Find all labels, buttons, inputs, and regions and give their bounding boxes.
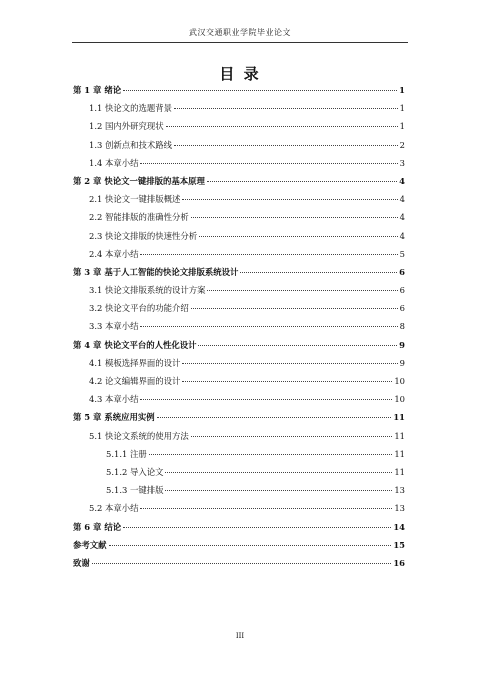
toc-entry-label: 3.1 快论文排版系统的设计方案	[89, 285, 206, 296]
dot-leader	[123, 527, 391, 528]
toc-section-entry[interactable]	[73, 430, 405, 448]
dot-leader	[149, 454, 393, 455]
toc-entry-label: 第 6 章 结论	[73, 521, 122, 532]
toc-entry-label: 4.2 论文编辑界面的设计	[89, 376, 181, 386]
toc-entry-page: 11	[394, 466, 405, 477]
toc-entry-page: 4	[399, 175, 405, 186]
toc-section-entry[interactable]	[73, 466, 405, 484]
toc-entry-label: 第 1 章 绪论	[73, 85, 122, 95]
toc-entry-page: 11	[393, 412, 405, 423]
dot-leader	[165, 490, 392, 491]
toc-entry-label: 第 5 章 系统应用实例	[73, 412, 155, 423]
toc-entry-label: 1.2 国内外研究现状	[89, 121, 164, 132]
dot-leader	[123, 90, 397, 91]
dot-leader	[140, 254, 397, 255]
toc-section-entry[interactable]	[73, 248, 405, 266]
toc-section-entry[interactable]	[73, 375, 405, 393]
dot-leader	[174, 145, 398, 146]
toc-entry-page: 15	[393, 539, 405, 550]
toc-entry-label: 5.1 快论文系统的使用方法	[89, 430, 189, 441]
toc-entry-page: 4	[399, 212, 405, 223]
toc-section-entry[interactable]	[73, 211, 405, 229]
toc-entry-page: 6	[399, 266, 405, 277]
dot-leader	[182, 363, 397, 364]
toc-section-entry[interactable]	[73, 157, 405, 175]
dot-leader	[165, 472, 392, 473]
toc-entry-label: 致谢	[73, 557, 90, 568]
dot-leader	[174, 108, 398, 109]
page-number: III	[235, 632, 245, 640]
dot-leader	[109, 545, 392, 546]
toc-entry-label: 5.1.1 注册	[106, 448, 147, 459]
toc-entry-label: 3.3 本章小结	[89, 321, 139, 332]
toc-section-entry[interactable]	[73, 139, 405, 157]
dot-leader	[198, 345, 397, 346]
toc-entry-label: 4.3 本章小结	[89, 394, 139, 405]
toc-section-entry[interactable]	[73, 357, 405, 375]
toc-section-entry[interactable]	[73, 120, 405, 138]
toc-entry-label: 第 4 章 快论文平台的人性化设计	[73, 339, 197, 350]
dot-leader	[240, 272, 397, 273]
dot-leader	[140, 163, 397, 164]
toc-entry-label: 5.1.2 导入论文	[106, 466, 164, 477]
toc-section-entry[interactable]	[73, 320, 405, 338]
toc-entry-page: 11	[394, 430, 405, 441]
dot-leader	[191, 436, 393, 437]
toc-section-entry[interactable]	[73, 448, 405, 466]
running-header: 武汉交通职业学院毕业论文	[189, 28, 291, 37]
toc-entry-label: 参考文献	[73, 539, 107, 550]
toc-chapter-entry[interactable]	[73, 84, 405, 102]
dot-leader	[191, 217, 398, 218]
toc-entry-page: 9	[399, 357, 405, 368]
toc-section-entry[interactable]	[73, 193, 405, 211]
toc-entry-page: 2	[399, 139, 405, 150]
toc-entry-page: 1	[399, 85, 405, 95]
dot-leader	[140, 399, 392, 400]
toc-section-entry[interactable]	[73, 502, 405, 520]
toc-section-entry[interactable]	[73, 484, 405, 502]
toc-entry-label: 5.1.3 一键排版	[106, 485, 164, 496]
toc-entry-page: 13	[394, 485, 405, 496]
toc-entry-page: 10	[394, 394, 405, 405]
toc-chapter-entry[interactable]	[73, 175, 405, 193]
toc-entry-label: 第 2 章 快论文一键排版的基本原理	[73, 175, 205, 186]
toc-section-entry[interactable]	[73, 393, 405, 411]
toc-entry-page: 6	[399, 303, 405, 314]
toc-chapter-entry[interactable]	[73, 339, 405, 357]
toc-entry-page: 9	[399, 339, 405, 350]
dot-leader	[166, 126, 398, 127]
table-of-contents	[73, 84, 405, 575]
toc-entry-page: 10	[394, 376, 405, 386]
toc-chapter-entry[interactable]	[73, 411, 405, 429]
dot-leader	[207, 181, 397, 182]
toc-entry-label: 3.2 快论文平台的功能介绍	[89, 303, 189, 314]
dot-leader	[207, 290, 397, 291]
toc-title: 目 录	[219, 65, 261, 83]
header-rule	[72, 42, 408, 43]
toc-entry-page: 16	[393, 557, 405, 568]
toc-entry-label: 2.4 本章小结	[89, 248, 139, 259]
dot-leader	[182, 199, 397, 200]
toc-entry-label: 1.4 本章小结	[89, 157, 139, 168]
dot-leader	[140, 508, 392, 509]
dot-leader	[140, 326, 397, 327]
toc-entry-label: 4.1 模板选择界面的设计	[89, 357, 181, 368]
toc-section-entry[interactable]	[73, 230, 405, 248]
toc-chapter-entry[interactable]	[73, 266, 405, 284]
toc-entry-page: 14	[393, 521, 405, 532]
toc-chapter-entry[interactable]	[73, 539, 405, 557]
toc-section-entry[interactable]	[73, 284, 405, 302]
toc-entry-page: 1	[399, 103, 405, 114]
toc-entry-page: 3	[399, 157, 405, 168]
toc-entry-label: 1.3 创新点和技术路线	[89, 139, 172, 150]
toc-entry-page: 11	[394, 448, 405, 459]
dot-leader	[92, 563, 392, 564]
toc-entry-label: 第 3 章 基于人工智能的快论文排版系统设计	[73, 266, 239, 277]
dot-leader	[182, 381, 392, 382]
toc-entry-page: 1	[399, 121, 405, 132]
toc-entry-label: 1.1 快论文的选题背景	[89, 103, 172, 114]
toc-entry-page: 5	[399, 248, 405, 259]
toc-entry-label: 2.3 快论文排版的快速性分析	[89, 230, 198, 241]
dot-leader	[157, 417, 392, 418]
toc-entry-label: 2.1 快论文一键排版概述	[89, 194, 181, 205]
dot-leader	[191, 308, 398, 309]
toc-entry-label: 5.2 本章小结	[89, 503, 139, 514]
toc-entry-page: 4	[399, 194, 405, 205]
toc-section-entry[interactable]	[73, 302, 405, 320]
toc-entry-label: 2.2 智能排版的准确性分析	[89, 212, 189, 223]
toc-entry-page: 4	[399, 230, 405, 241]
toc-entry-page: 8	[399, 321, 405, 332]
toc-entry-page: 6	[399, 285, 405, 296]
dot-leader	[199, 236, 398, 237]
toc-chapter-entry[interactable]	[73, 521, 405, 539]
toc-section-entry[interactable]	[73, 102, 405, 120]
toc-entry-page: 13	[394, 503, 405, 514]
toc-chapter-entry[interactable]	[73, 557, 405, 575]
